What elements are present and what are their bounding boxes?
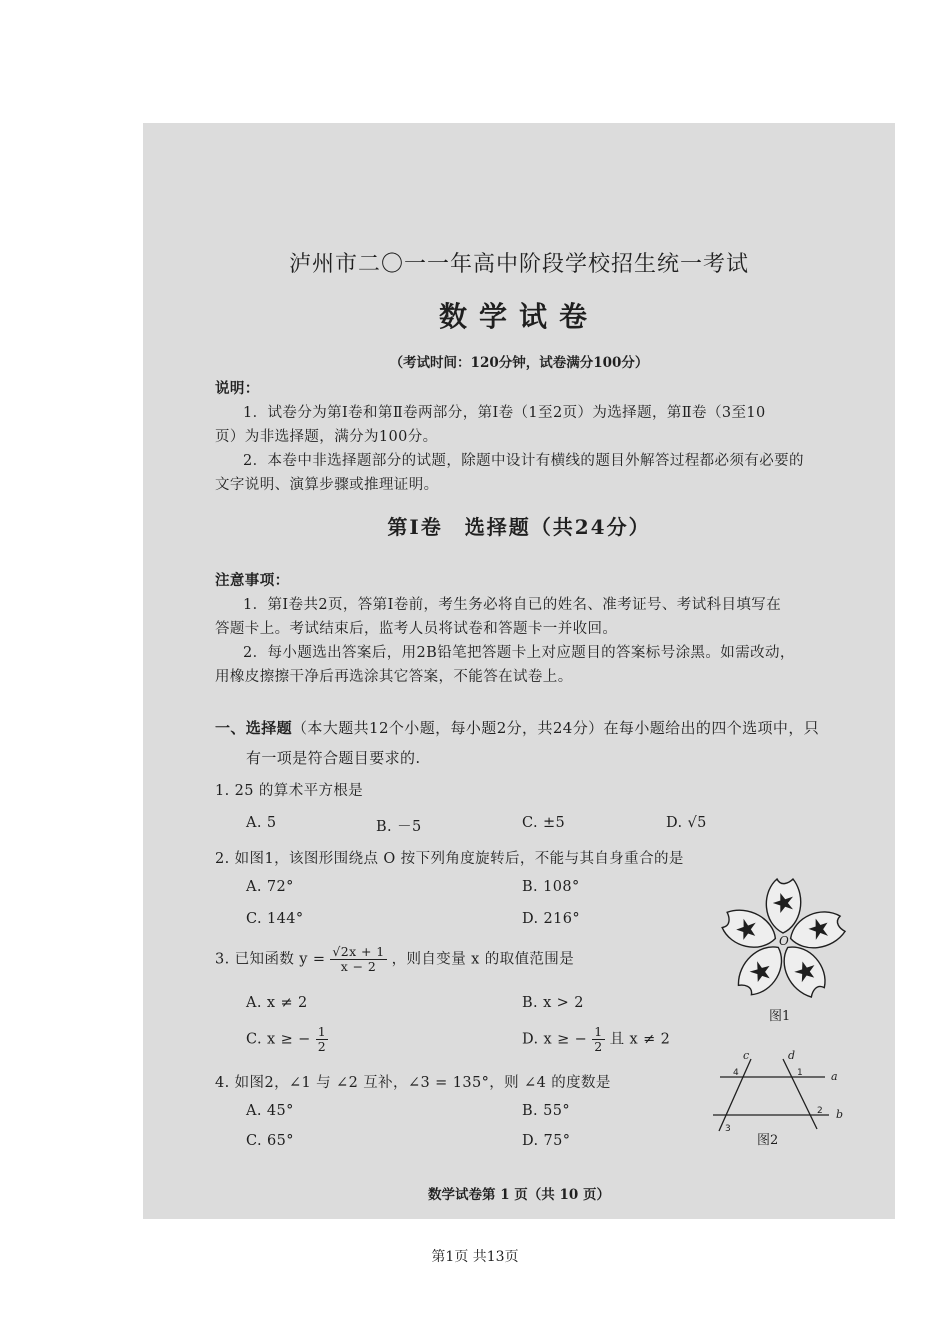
q3-option-d-text: D. x ≥ − [522,1031,588,1048]
notes-heading: 注意事项： [215,572,290,589]
figure-1-rotational-leaves [711,875,861,1015]
note-2-line-2: 用橡皮擦擦干净后再选涂其它答案，不能答在试卷上。 [215,669,573,685]
q3-stem-suffix: ，则自变量 x 的取值范围是 [391,951,575,968]
figure-2-line-b: b [836,1108,844,1121]
exam-time-note: （考试时间：120分钟，试卷满分100分） [389,355,649,371]
exam-subject: 数学试卷 [438,300,599,333]
q3-option-d-fraction [592,1025,604,1054]
q4-option-b: B. 55° [522,1103,570,1119]
note-1-line-1: 1．第Ⅰ卷共2页，答第Ⅰ卷前，考生务必将自已的姓名、准考证号、考试科目填写在 [243,597,782,613]
instruction-1-line-1: 1．试卷分为第Ⅰ卷和第Ⅱ卷两部分，第Ⅰ卷（1至2页）为选择题，第Ⅱ卷（3至10 [243,405,766,421]
q1-option-b: B. －5 [376,819,422,835]
q3-denominator: x − 2 [340,959,377,974]
figure-2-angle-2: 2 [817,1106,823,1116]
note-1-line-2: 答题卡上。考试结束后，监考人员将试卷和答题卡一并收回。 [215,621,618,637]
instruction-2-line-1: 2．本卷中非选择题部分的试题，除题中设计有横线的题目外解答过程都必须有必要的 [243,453,804,469]
note-2-line-1: 2．每小题选出答案后，用2B铅笔把答题卡上对应题目的答案标号涂黑。如需改动， [243,645,795,661]
q3-option-b: B. x > 2 [522,995,584,1011]
figure-1-label: 图1 [769,1009,791,1024]
q3-stem [215,945,574,974]
part-1-label: 一、选择题 [215,719,293,737]
part-1-desc-line-2: 有一项是符合题目要求的. [246,749,421,767]
q3-function-fraction [330,945,386,974]
q3-option-c [246,1025,328,1054]
q3-numerator: √2x + 1 [332,944,385,959]
q1-option-a: A. 5 [246,815,277,831]
q1-stem: 1. 25 的算术平方根是 [215,783,364,799]
instruction-1-line-2: 页）为非选择题，满分为100分。 [215,429,438,445]
q4-option-c: C. 65° [246,1133,294,1149]
q1-option-c: C. ±5 [522,815,566,831]
figure-1-center-label: O [779,934,789,948]
section-1-title: 第Ⅰ卷 选择题（共24分） [387,515,651,539]
q4-stem: 4. 如图2，∠1 与 ∠2 互补，∠3 = 135°，则 ∠4 的度数是 [215,1075,611,1091]
instructions-heading: 说明： [215,380,260,397]
q2-option-c: C. 144° [246,911,304,927]
q2-option-a: A. 72° [246,879,294,895]
part-1-desc-line-1: （本大题共12个小题，每小题2分，共24分）在每小题给出的四个选项中，只 [292,719,820,737]
exam-title: 泸州市二〇一一年高中阶段学校招生统一考试 [288,252,749,277]
q2-option-d: D. 216° [522,911,581,927]
q2-stem: 2. 如图1，该图形围绕点 O 按下列角度旋转后，不能与其自身重合的是 [215,851,684,867]
scanned-exam-page [143,123,895,1219]
q3-option-a: A. x ≠ 2 [246,995,308,1011]
q3-d-frac-num: 1 [594,1024,603,1039]
q3-option-d-suffix: 且 x ≠ 2 [609,1031,671,1048]
exam-page-footer: 数学试卷第 1 页（共 10 页） [428,1187,610,1203]
q3-c-frac-den: 2 [317,1039,327,1054]
q4-option-d: D. 75° [522,1133,571,1149]
figure-2-angle-3: 3 [725,1124,731,1134]
figure-2-angle-1: 1 [797,1068,803,1078]
figure-2-angle-4: 4 [733,1068,739,1078]
q3-c-frac-num: 1 [317,1024,327,1039]
q3-d-frac-den: 2 [594,1039,603,1054]
figure-2-label: 图2 [757,1133,779,1148]
instruction-2-line-2: 文字说明、演算步骤或推理证明。 [215,477,439,493]
part-1-description [215,717,819,738]
document-page-number: 第1页 共13页 [431,1249,519,1265]
q3-stem-prefix: 3. 已知函数 y = [215,951,326,968]
q3-option-c-text: C. x ≥ − [246,1031,311,1048]
q1-option-d: D. √5 [666,815,707,831]
figure-2-line-a: a [831,1070,838,1083]
figure-2-line-c: c [743,1049,750,1062]
q4-option-a: A. 45° [246,1103,294,1119]
figure-2-parallel-lines [705,1049,865,1139]
figure-2-line-d: d [788,1049,796,1062]
q3-option-c-fraction [316,1025,328,1054]
q3-option-d [522,1025,670,1054]
q2-option-b: B. 108° [522,879,580,895]
